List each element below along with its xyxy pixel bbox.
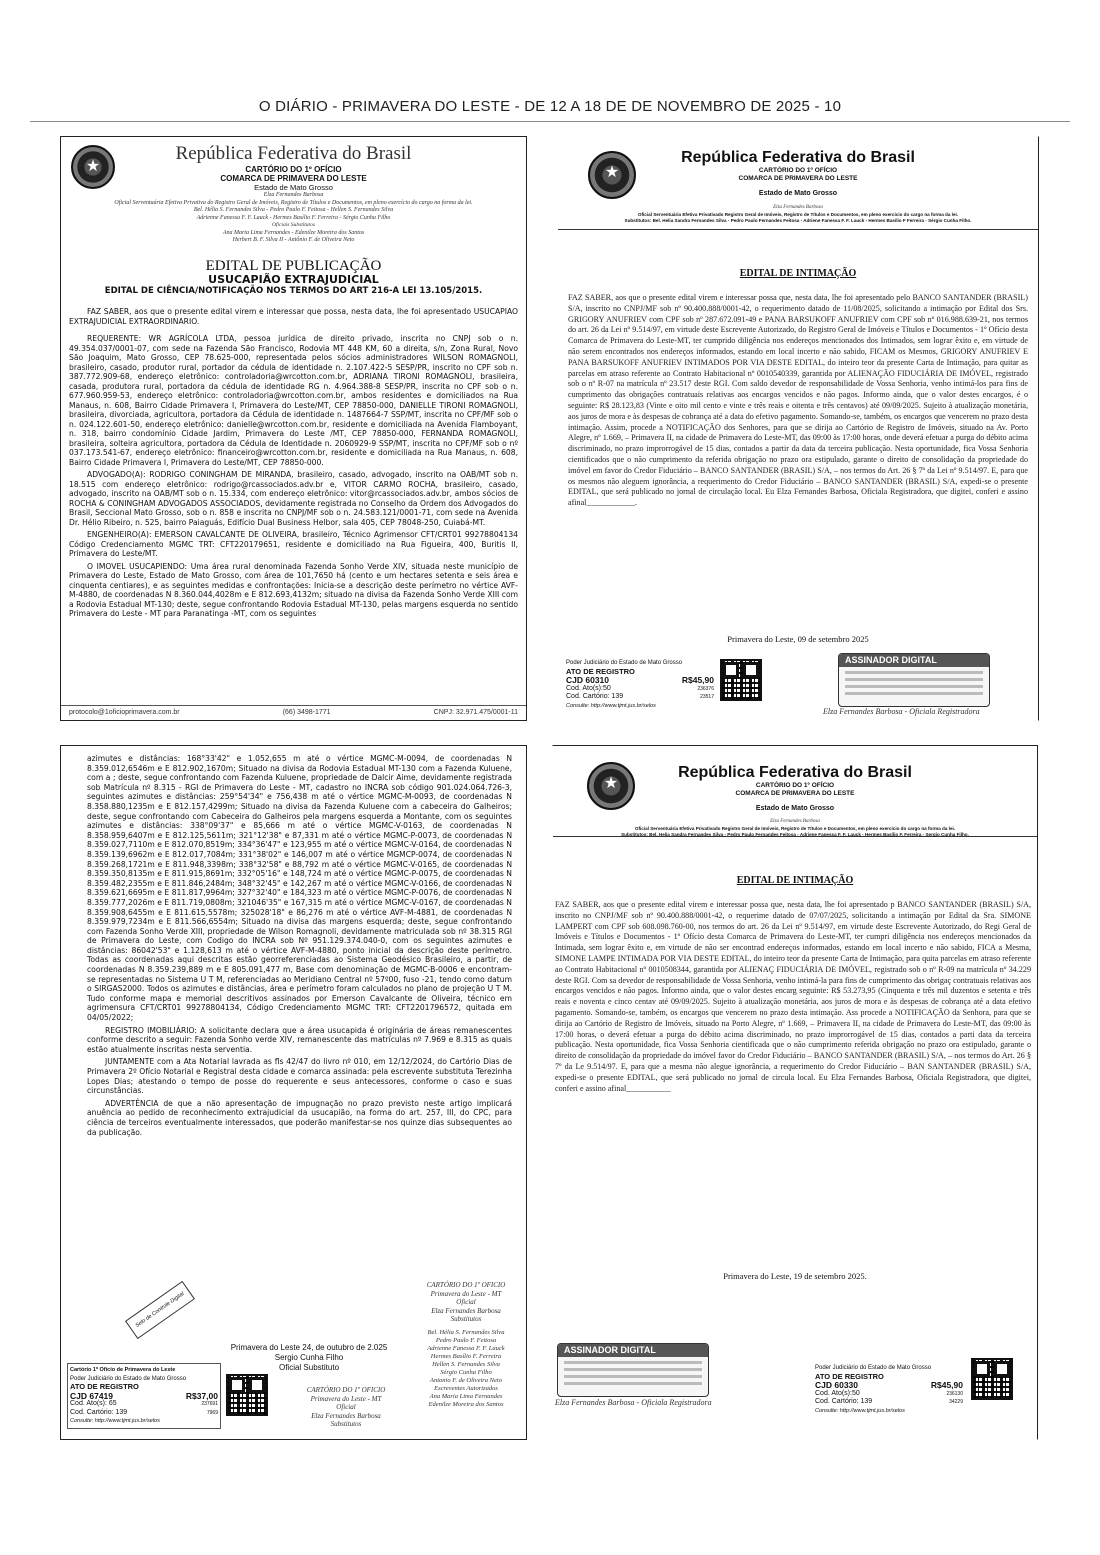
seal-value: R$37,00 [185, 1390, 218, 1401]
running-head: O DIÁRIO - PRIMAVERA DO LESTE - DE 12 A 18 DE DE NOVEMBRO DE 2025 - 10 [258, 98, 842, 115]
assinador-label: ASSINADOR DIGITAL [839, 654, 989, 667]
stamp-line: Escreventes Autorizados [434, 1385, 498, 1392]
state-name: Estado de Mato Grosso [758, 190, 838, 197]
stamp-line: Oficial [336, 1403, 356, 1411]
stamp-line: Primavera do Leste - MT [430, 1289, 502, 1298]
clerks-line-2: Herbert B. F. Silva II - Antônio F. de Oliveira Neto [232, 237, 355, 243]
stamp-line: CARTÓRIO DO 1º OFICIO [306, 1386, 386, 1394]
seal-cod-ato: Cod. Ato(s):50 [566, 684, 611, 692]
seal-ato: ATO DE REGISTRO [70, 1382, 139, 1391]
advertencia-paragraph: ADVERTÊNCIA de que a não apresentação de impugnação no prazo previsto neste artigo implicará anuência ao pedido de reconhecimento extrajudicial da usucapião, na forma do art. 257, III, do CPC, para ciência de terceiros eventualmente interessados, que poderão manifestar-se nos quinze dias subsequentes ao da publicação. [87, 1098, 512, 1137]
digital-signature-box [557, 1343, 709, 1397]
qr-code-icon [971, 1358, 1013, 1400]
notice-header [558, 137, 1038, 230]
officer-role: Oficial Serventuária Efetiva Privativado Registro Geral de Imóveis, Registro de Títulos e Documentos, em pleno exercício do cargo na forma da lei. [634, 825, 956, 831]
comarca-name: COMARCA DE PRIMAVERA DO LESTE [735, 790, 855, 797]
seal-cjd: CJD 60310 [566, 675, 610, 685]
stamp-line: Sérgio Cunha Filho [440, 1369, 492, 1376]
officer-role: Oficial Serventuária Efetiva Privativado Registro Geral de Imóveis, Registro de Títulos e Documentos, em pleno exercício do cargo na forma da lei. [637, 211, 959, 217]
edital-subtitle: EDITAL DE CIÊNCIA/NOTIFICAÇÃO NOS TERMOS DO ART 216-A LEI 13.105/2015. [104, 286, 483, 296]
requerente-paragraph: REQUERENTE: WR AGRÍCOLA LTDA, pessoa jurídica de direito privado, inscrita no CNPJ sob o n. 49.354.037/0001-07, com sede na Fazenda São Francisco, Rodovia MT 448 KM, 60 a direita, s/n, Zona Rural, Novo São Joaquim, Mato Grosso, CEP 78.625-000, representada pelos sócios administradores WILSON ROMAGNOLI, brasileiro, casado, produtor rural, portador da cédula de identidade n. 2.107.422-5 SESP/PR, inscrito no CPF sob n. 387.772.909-68, endereço eletrônico: controladoria@wrcotton.com.br, ADRIANA TIRONI ROMAGNOLI, brasileira, casada, produtora rural, portadora da cédula de identidade RG n. 4.964.388-8 SESP/PR, inscrita no CPF sob o n. 677.960.959-53, endereço eletrônico: controladoria@wrcotton.com.br, ambos residentes e domiciliados na Rua Manaus, n. 608, Bairro Cidade Primavera I, Primavera do Leste/MT, CEP 78850-000, DANIELLE TIRONI ROMAGNOLI, brasileira, divorciada, agricultora, portadora da Cédula de identidade n. 1487664-7 SSP/MT, inscrita no CPF/MF sob o n. 024.122.601-50, endereço eletrônico: danielle@wrcotton.com.br, residente e domiciliada na Avenida Flamboyant, n. 318, bairro condomínio Cidade Jardim, Primavera do Leste /MT, CEP 78850-000, FERNANDA ROMAGNOLI, brasileira, solteira agricultora, portadora da Cédula de Identidade n. 2060929-9 SSP/MT, inscrita no CPF/MF sob o nº 037.173.541-67, endereço eletrônico: financeiro@wrcotton.com.br, residente e domiciliada na Rua Manaus, n. 608, Bairro Cidade Primavera I, Primavera do Leste/MT, CEP 78850-000. [69, 334, 518, 467]
substitutes-line-2: Adrienne Fanessa F. F. Lauck - Hermes Basílio F. Ferreira - Sérgio Cunha Filho [196, 214, 391, 221]
officer-name: Elza Fernandes Barbosa [263, 192, 324, 198]
cartorio-stamp-3 [296, 1386, 396, 1429]
comarca-name: COMARCA DE PRIMAVERA DO LESTE [220, 174, 367, 183]
officer-name: Elza Fernandes Barbosa [773, 205, 823, 210]
office-name: CARTÓRIO DO 1º OFÍCIO [758, 167, 838, 174]
stamp-line: Substitutos [450, 1315, 482, 1323]
seal-cod-cart: Cod. Cartório: 139 [70, 1408, 128, 1416]
perimeter-description: azimutes e distâncias: 168°33'42" e 1.052,655 m até o vértice MGMC-M-0094, de coordenadas N 8.359.012,6546m e E 812.902,1670m; Situado na divisa da Rodovia Estadual MT-130 com a Fazenda Kuluene, com a ; deste, segue confrontando com Fazenda Kuluene, propriedade de Dalcir Aime, devidamente registrada sob Matrícula nº 8.315 - RGI de Primavera do Leste - MT, cadastro no INCRA sob código 901.024.064.726-3, seguintes azimutes e distâncias: 259°54'34" e 756,438 m até o vértice MGMC-M-0093, de coordenadas N 8.358.880,1235m e E 812.157,4299m; Situado na divisa da Fazenda Kuluene com a cabeceira do Galheiros; deste, segue confrontando com Cabeceira do Galheiros pela margens esquerda a Montante, com os seguintes azimutes e distâncias: 338°09'37" e 85,666 m até o vértice MGMC-V-0163, de coordenadas N 8.358.959,6407m e E 812.125,5611m; 321°12'38" e 87,331 m até o vértice MGMC-P-0073, de coordenadas N 8.359.027,7110m e E 812.070,8519m; 334°36'47" e 123,955 m até o vértice MGMC-V-0164, de coordenadas N 8.359.139,6962m e E 812.017,7084m; 331°38'02" e 146,007 m até o vértice MGMCP-0074, de coordenadas N 8.359.268,1721m e E 811.948,3398m; 338°32'58" e 88,792 m até o vértice MGMC-V-0165, de coordenadas N 8.359.350,8135m e E 811.915,8691m; 332°05'16" e 148,724 m até o vértice MGMC-P-0075, de coordenadas N 8.359.482,2355m e E 811.846,2484m; 348°32'45" e 142,267 m até o vértice MGMC-V-0166, de coordenadas N 8.359.621,6695m e E 811.817,9964m; 327°32'40" e 184,323 m até o vértice MGMC-P-0076, de coordenadas N 8.359.777,2026m e E 811.719,0808m; 321046'35" e 167,315 m até o vértice MGMC-V-0167, de coordenadas N 8.359.908,6455m e E 811.615,5578m; 325028'18" e 86,276 m até o vértice AVF-M-4881, de coordenadas N 8.359.979,7234m e E 811.566,6554m; Situado na divisa das margens esquerda; deste, segue confrontando com Fazenda Sonho Verde XIII, propriedade de Wilson Romagnoli, devidamente matriculada sob nº 38.315 RGI de Primavera do Leste, com Codigo do INCRA sob Nº 951.129.374.040-0, com os seguintes azimutes e distâncias: 86042'53" e 1.128,613 m até o vértice AVF-M-4880, ponto inicial da descrição deste perímetro. Todas as coordenadas aqui descritas estão georreferenciadas ao Sistema Geodésico Brasileiro, a partir, de coordenadas N 8.359.239,889 m e E 805.091,477 m, Base com denominação de MGMC-B-0006 e encontram-se representadas no Sistema U T M, referenciadas ao Meridiano Central nº 57º00, fuso -21, tendo como datum o SIRGAS2000. Todos os azimutes e distâncias, área e perímetro foram calculados no plano de projeção U T M. Tudo conforme mapa e memorial descritivos assinados por Emerson Cavalcante de Oliveira, técnico em agrimensura CFT/CRT01 99278804134, Código Credenciamento MGMC TRT: CFT2201796572, quitada em 04/05/2022; [87, 754, 512, 1023]
notice-intimacao-anufriev [557, 136, 1039, 721]
notice-footer [61, 705, 526, 720]
seal-cjd: CJD 60330 [815, 1380, 859, 1390]
registry-seal [67, 1363, 221, 1429]
footer-email: protocolo@1oficioprimavera.com.br [69, 709, 180, 716]
stamp-line: Elza Fernandes Barbosa [431, 1306, 501, 1315]
registrar-signature: Elza Fernandes Barbosa - Oficiala Registradora [555, 1398, 712, 1407]
republic-title: República Federativa do Brasil [175, 143, 412, 164]
substitutes-line: Substitutos: Bel. Helia Sandra Fernandes Silva - Pedro Paulo Fernandes Feitosa - Adriene Fanessa F. F. Lauck - Hermes Basílio F. Ferreira - Sergio Cunha Filho. [621, 831, 969, 837]
edital-title: EDITAL DE PUBLICAÇÃO [205, 258, 382, 274]
seal-header: Poder Judiciário do Estado de Mato Grosso [815, 1365, 932, 1371]
registro-paragraph: REGISTRO IMOBILIÁRIO: A solicitante declara que a área usucapida é originária de áreas remanescentes conforme descrito a seguir: Fazenda Sonho verde XIV, remanescente das matrículas nº 7.969 e 8.315 as quais estão atualmente inscritas nesta serventia. [87, 1025, 512, 1054]
seal-num1: 237691 [201, 1401, 218, 1407]
signer-role: Oficial Substituto [278, 1363, 340, 1372]
header-rule [30, 121, 1070, 122]
stamp-line: Bel. Hélia S. Fernandes Silva [427, 1329, 505, 1336]
notice-header [553, 746, 1037, 837]
seal-consult: Consulte: http://www.tjmt.jus.br/selos [566, 702, 656, 709]
seal-consult: Consulte: http://www.tjmt.jus.br/selos [815, 1407, 905, 1414]
stamp-line: Oficial [456, 1298, 476, 1306]
comarca-name: COMARCA DE PRIMAVERA DO LESTE [738, 175, 858, 182]
seal-cod-ato: Cod. Ato(s):50 [815, 1389, 860, 1397]
stamp-line: Adrienne Fanessa F. F. Lauck [427, 1345, 505, 1352]
coat-of-arms-icon [588, 151, 636, 199]
notice-intimacao-lampert [552, 745, 1038, 1440]
clerks-line-1: Ana Maria Lima Fernandes - Edenilze Moreira dos Santos [222, 229, 365, 236]
state-name: Estado de Mato Grosso [254, 183, 333, 192]
registry-seal [815, 1364, 963, 1415]
footer-phone: (66) 3498-1771 [282, 709, 331, 716]
seal-cjd: CJD 67419 [70, 1390, 114, 1401]
officer-name: Elza Fernandes Barbosa [770, 819, 820, 824]
cartorio-label: Cartório 1º Ofício de Primavera do Leste [70, 1367, 176, 1373]
edital-title: EDITAL DE INTIMAÇÃO [736, 875, 854, 886]
substitutes-line-1: Bel. Hélia S. Fernandes Silva - Pedro Paulo F. Feitosa - Hellen S. Fernandes Silva [193, 207, 394, 213]
imovel-paragraph: O IMOVEL USUCAPIENDO: Uma área rural denominada Fazenda Sonho Verde XIV, situada neste município de Primavera do Leste, Estado de Mato Grosso, com área de 101,7650 há (cento e um hectares setenta e seis área e cinquenta centiares), e as seguintes medidas e confrontações: Inicia-se a descrição deste perímetro no vértice AVF-M-4880, de coordenadas N 8.360.044,4028m e E 812.693,4132m; situado na divisa da Fazenda Sonho Verde XIII com a Rodovia Estadual MT-130; deste, segue confrontando Rodovia Estadual MT-130, pelas margens esquerda no sentido Primavera do Leste - MT para Paranatinga -MT, com os seguintes [69, 561, 518, 618]
substitutes-label: Oficiais Substitutos [272, 222, 315, 228]
usucapiao-title: USUCAPIÃO EXTRAJUDICIAL [208, 273, 379, 286]
qr-code-icon [720, 659, 762, 701]
seal-consult: Consulte: http://www.tjmt.jus.br/selos [70, 1418, 160, 1424]
seal-ato: ATO DE REGISTRO [566, 666, 635, 676]
edital-title: EDITAL DE INTIMAÇÃO [739, 268, 857, 279]
republic-title: República Federativa do Brasil [681, 149, 915, 166]
seal-num2: 7969 [206, 1409, 218, 1416]
engenheiro-paragraph: ENGENHEIRO(A): EMERSON CAVALCANTE DE OLIVEIRA, brasileiro, Técnico Agrimensor CFT/CRT01 99278804134 Código Credenciamento MGMC TRT: CFT220179651, residente e domiciliado na Rua Figueira, 400, Buritis II, Primavera do Leste/MT. [69, 530, 518, 558]
stamp-line: Primavera do Leste - MT [310, 1394, 382, 1403]
coat-of-arms-icon [587, 762, 635, 810]
seal-header: Poder Judiciário do Estado de Mato Grosso [70, 1375, 187, 1382]
office-name: CARTÓRIO DO 1º OFÍCIO [245, 165, 342, 174]
cartorio-stamp-2 [416, 1329, 516, 1409]
date-line: Primavera do Leste, 19 de setembro 2025. [723, 1271, 867, 1281]
date-line: Primavera do Leste, 09 de setembro 2025 [727, 634, 869, 644]
stamp-line: CARTÓRIO DO 1º OFICIO [426, 1281, 506, 1289]
footer-cnpj: CNPJ: 32.971.475/0001-11 [433, 709, 518, 716]
seal-num2: 34229 [949, 1399, 963, 1405]
substitutes-line: Substitutos: Bel. Helia Sandra Fernandes Silva - Pedro Paulo Fernandes Feitosa - Adriene Fanessa F. F. Lauck - Hermes Basílio F Ferreira - Sérgio Cunha Filho. [624, 217, 972, 223]
intimacao-body: FAZ SABER, aos que o presente edital virem e interessar possa que, nesta data, lhe foi apresentado pelo BANCO SANTANDER (BRASIL) S/A, inscrito no CNPJ/MF sob nº 90.400.888/0001-42, o requerimento datado de 11/08/2025, solicitando a intimação por Edital dos Srs. GRIGORY ANUFRIEV com CPF sob nº 287.672.091-49 e PANA BARSUKOFF ANUFRIEV com CPF sob nº 016.988.639-21, nos termos do art. 26 da Lei nº 9.514/97, em virtude deste Escrevente Autorizado, do Registro Geral de Imóveis e Títulos e Documentos - 1º Ofício desta Comarca de Primavera do Leste-MT, ter cumprido diligência nos endereços mencionados dos Intimados, sem lograr êxito e, em virtude de não serem encontrados nos endereços informados, estando em local incerto e não sabido, FICAM os Mesmos, GRIGORY ANUFRIEV E PANA BARSUKOFF ANUFRIEV INTIMADOS POR VIA DESTE EDITAL, do inteiro teor da presente Carta de Intimação, para quitar as parcelas em atraso referente ao Contrato Habitacional nº 0010540339, garantida por ALIENAÇÃO FIDUCIÁRIA DE IMÓVEL, registrado sob o nº R-07 na matrícula nº 23.517 deste RGI. Com saldo devedor de responsabilidade de Vossa Senhoria, venho intimá-los para fins de cumprimento das obrigações contratuais relativas aos encargos vencidos e não pagos. Informo ainda, que o valor destes encargos, é o seguinte: R$ 28.123,83 (Vinte e oito mil cento e vinte e três reais e oitenta e três centavos) até 09/09/2025. Sujeito à atualização monetária, aos juros de mora e às despesas de cobrança até a data do efetivo pagamento. Somando-se, também, os encargos que vencerem no prazo desta intimação. Assim, procede a NOTIFICAÇÃO dos Senhores, para que se dirija ao Cartório de Registro de Imóveis, situado na Av. Porto Alegre, nº 1.669, – Primavera II, na cidade de Primavera do Leste-MT, das 09:00 às 17:00 horas, onde deverá efetuar a purga do débito acima discriminado, no prazo improrrogável de 15 dias, contados a partir da data da terceira publicação. Nesta oportunidade, fica Vossa Senhoria cientificados que o não cumprimento da referida obrigação no prazo ora estipulado, garante o direito de consolidação da propriedade do imóvel em favor do Credor Fiduciário – BANCO SANTANDER (BRASIL) S/A, – nos termos do Art. 26 § 7º da Lei nº 9.514/97. E, para que os mesmos não aleguem ignorância, a requerimento do Credor Fiduciário – BANCO SANTANDER (BRASIL) S/A, expedi-se o presente EDITAL, que será publicado no jornal de circulação local. Eu Elza Fernandes Barbosa, Oficiala Registradora, que digitei, conferi e assino afinal____________. [568, 293, 1028, 508]
coat-of-arms-icon [71, 145, 115, 189]
date-line: Primavera do Leste 24, de outubro de 2.025 [230, 1343, 388, 1352]
republic-title: República Federativa do Brasil [678, 764, 912, 781]
seal-num2: 23517 [700, 694, 714, 700]
stamp-line: Substitutos [330, 1420, 362, 1428]
stamp-line: Elza Fernandes Barbosa [311, 1411, 381, 1420]
assinador-label: ASSINADOR DIGITAL [558, 1344, 708, 1357]
seal-value: R$45,90 [681, 675, 714, 685]
officer-role: Oficial Serventuária Efetiva Privativa do Registro Geral de Imóveis, Registro de Títulos e Documentos, em pleno exercício do cargo na forma da lei. [114, 199, 473, 206]
juntamente-paragraph: JUNTAMENTE com a Ata Notarial lavrada as fls 42/47 do livro nº 010, em 12/12/2024, do Cartório Dias de Primavera 2º Ofício Notarial e Registral desta cidade e comarca assinada: pela escrevente substituta Terezinha Lopes Dias; atestando o tempo de posse do requerente e seus antecessores, conforme o caso e suas circunstâncias. [87, 1057, 512, 1096]
signature-block [229, 1343, 389, 1373]
state-name: Estado de Mato Grosso [755, 805, 835, 812]
registry-seal [566, 659, 714, 710]
qr-code-icon [226, 1374, 268, 1416]
seal-cod-ato: Cod. Ato(s): 65 [70, 1400, 117, 1407]
notice-usucapiao-part1 [60, 136, 527, 721]
stamp-line: Antonio F. de Oliveira Neto [430, 1377, 502, 1384]
faz-saber-paragraph: FAZ SABER, aos que o presente edital virem e interessar que possa, nesta data, lhe foi apresentado USUCAPIAO EXTRAJUDICIAL EXTRAORDINARIO. [69, 307, 518, 326]
notice-header [61, 137, 526, 259]
seal-num1: 236130 [946, 1390, 963, 1397]
advogados-paragraph: ADVOGADO(A): RODRIGO CONINGHAM DE MIRANDA, brasileiro, casado, advogado, inscrito na OAB/MT sob n. 18.515 com endereço eletrônico: rodrigo@rcassociados.adv.br e, VITOR CARMO ROCHA, brasileiro, casado, advogado, inscrito na OAB/MT sob o n. 15.334, com endereço eletrônico: vitor@rcassociados.adv.br, ambos sócios de ROCHA & CONINGHAM ADVOGADOS ASSOCIADOS, devidamente registrada no Conselho da Ordem dos Advogados do Brasil, Seccional Mato Grosso, sob o n. 858 e inscrita no CNPJ/MF sob o n. 24.583.121/0001-71, com sede na Avenida Dr. Hélio Ribeiro, n. 525, bairro Paiaguás, Edifício Dual Business Helbor, sala 405, CEP 78048-250, Cuiabá-MT. [69, 470, 518, 527]
cartorio-stamp-1 [416, 1281, 516, 1324]
stamp-line: Ana Maria Lima Fernandes [429, 1393, 503, 1400]
notice-usucapiao-part2 [60, 745, 527, 1440]
seal-header: Poder Judiciário do Estado de Mato Grosso [566, 660, 683, 666]
stamp-line: Pedro Paulo F. Feitosa [435, 1337, 497, 1344]
stamp-line: Edenilze Moreira dos Santos [428, 1401, 504, 1408]
control-stamp: Selo de Controle Digital [125, 1281, 195, 1339]
digital-signature-box [838, 653, 990, 707]
signer-name: Sergio Cunha Filho [274, 1353, 344, 1362]
seal-num1: 236376 [697, 685, 714, 692]
registrar-signature: Elza Fernandes Barbosa - Oficiala Registradora [823, 707, 980, 716]
seal-cod-cart: Cod. Cartório: 139 [815, 1398, 873, 1405]
seal-ato: ATO DE REGISTRO [815, 1371, 884, 1381]
seal-cod-cart: Cod. Cartório: 139 [566, 693, 624, 700]
intimacao-body: FAZ SABER, aos que o presente edital virem e interessar possa que, nesta data, lhe foi apresentado p BANCO SANTANDER (BRASIL) S/A, inscrito no CNPJ/MF sob nº 90.400.888/0001-42, o requerime datado de 07/07/2025, solicitando a intimação por Edital da Sra. SIMONE LAMPERT com CPF sob 608.098.760-00, nos termos do art. 26 da Lei nº 9.514/97, em virtude deste Escrevente Autorizado, do Regi Geral de Imóveis e Títulos e Documentos - 1º Ofício desta Comarca de Primavera do Leste-MT, ter cumpri diligência nos endereços mencionados da Intimada, sem lograr êxito e, em virtude de não ser encontrad endereços informados, estando em local incerto e não sabido, FICA a Mesma, SIMONE LAMPE INTIMADA POR VIA DESTE EDITAL, do inteiro teor da presente Carta de Intimação, para quita parcelas em atraso referente ao Contrato Habitacional nº 0010508344, garantida por ALIENAÇ FIDUCIÁRIA DE IMÓVEL, registrado sob o nº R-09 na matrícula nº 34.229 deste RGI. Com sa devedor de responsabilidade de Vossa Senhoria, venho intimá-la para fins de cumprimento das obrigaç contratuais relativas aos encargos vencidos e não pagos. Informo ainda, que o valor destes encarg seguinte: R$ 53.273,95 (Cinquenta e três mil duzentos e setenta e três reais e noventa e cinco centav até 09/09/2025. Sujeito à atualização monetária, aos juros de mora e às despesas de cobrança até a data efetivo pagamento. Somando-se, também, os encargos que vencerem no prazo desta intimação. Ass procede a NOTIFICAÇÃO da Senhora, para que se dirija ao Cartório de Registro de Imóveis, situado na Porto Alegre, nº 1.669, – Primavera II, na cidade de Primavera do Leste-MT, das 09:00 às 17:00 horas, o deverá efetuar a purga do débito acima discriminado, no prazo improrrogável de 15 dias, contados a parti data da terceira publicação. Nesta oportunidade, fica Vossa Senhoria cientificada que o não cumprimento referida obrigação no prazo ora estipulado, garante o direito de consolidação da propriedade do imóvel favor do Credor Fiduciário – BANCO SANTANDER (BRASIL) S/A, – nos termos do Art. 26 § 7º da Le 9.514/97. E, para que a mesma não alegue ignorância, a requerimento do Credor Fiduciário – BAN SANTANDER (BRASIL) S/A, expedi-se o presente EDITAL, que será publicado no jornal de circula local. Eu Elza Fernandes Barbosa, Oficiala Registradora, que digitei, conferi e assino afinal___________ [555, 900, 1031, 1093]
office-name: CARTÓRIO DO 1º OFÍCIO [755, 782, 835, 789]
stamp-line: Hermes Basílio F. Ferreira [430, 1353, 502, 1360]
stamp-line: Hellen S. Fernandes Silva [432, 1361, 500, 1368]
seal-value: R$45,90 [930, 1380, 963, 1390]
